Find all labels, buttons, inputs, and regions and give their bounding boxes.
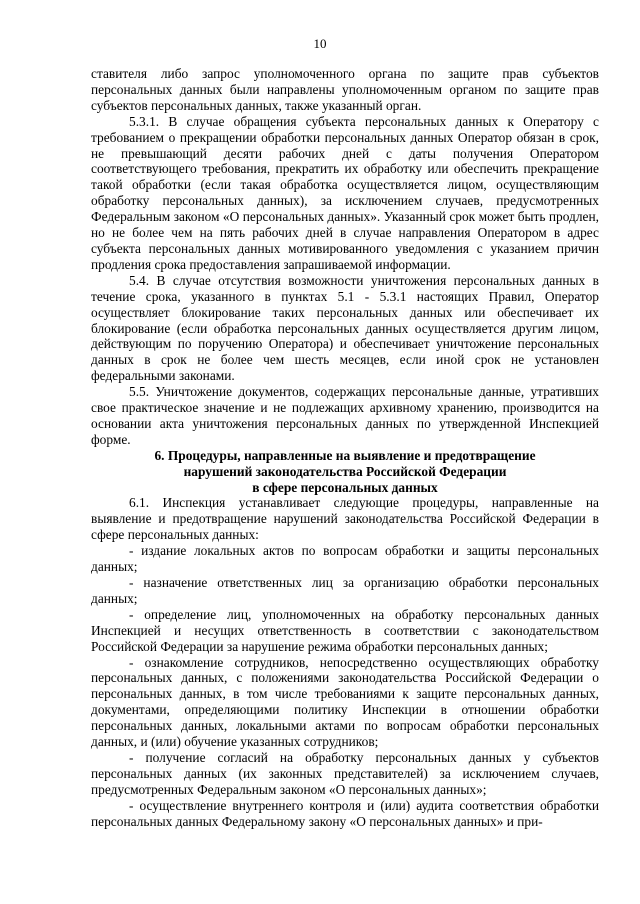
list-item-consent: - получение согласий на обработку персональных данных у субъектов персональных данных (их законных представителей) за исключением случаев, предусмотренных Федеральным законом «О персональных данных»; (91, 749, 599, 797)
document-body (91, 66, 599, 830)
list-item-responsible-persons: - назначение ответственных лиц за организацию обработки персональных данных; (91, 575, 599, 606)
section-heading-line-2: нарушений законодательства Российской Федерации (183, 463, 507, 479)
paragraph-continuation: ставителя либо запрос уполномоченного органа по защите прав субъектов персональных данных были направлены уполномоченным органом по защите прав субъектов персональных данных, также указанный орган. (91, 66, 599, 113)
paragraph-5-4: 5.4. В случае отсутствия возможности уничтожения персональных данных в течение срока, указанного в пунктах 5.1 - 5.3.1 настоящих Правил, Оператор осуществляет блокирование таких персональных данных или обеспечивает их блокирование (если обработка персональных данных осуществляется другим лицом, действующим по поручению Оператора) и обеспечивает уничтожение персональных данных в срок не более чем шесть месяцев, если иной срок не установлен федеральными законами. (91, 272, 599, 384)
list-item-staff-familiarization: - ознакомление сотрудников, непосредственно осуществляющих обработку персональных данных, с положениями законодательства Российской Федерации о персональных данных, в том числе требованиями к защите персональных данных, документами, определяющими политику Инспекции в отношении обработки персональных данных, локальными актами по вопросам обработки персональных данных, и (или) обучение указанных сотрудников; (91, 654, 599, 750)
paragraph-6-1: 6.1. Инспекция устанавливает следующие процедуры, направленные на выявление и предотвращение нарушений законодательства Российской Федерации в сфере персональных данных: (91, 495, 599, 543)
section-heading-line-3: в сфере персональных данных (252, 479, 438, 495)
list-item-local-acts: - издание локальных актов по вопросам обработки и защиты персональных данных; (91, 543, 599, 575)
section-heading (91, 448, 599, 496)
page-number: 10 (313, 36, 327, 51)
list-item-internal-control: - осуществление внутреннего контроля и (или) аудита соответствия обработки персональных данных Федеральному закону «О персональных данных» и при- (91, 797, 599, 829)
paragraph-5-5: 5.5. Уничтожение документов, содержащих персональные данные, утративших свое практическое значение и не подлежащих архивному хранению, производится на основании акта уничтожения персональных данных по утвержденной Инспекцией форме. (91, 384, 599, 447)
paragraph-5-3-1: 5.3.1. В случае обращения субъекта персональных данных к Оператору с требованием о прекращении обработки персональных данных Оператор обязан в срок, не превышающий десяти рабочих дней с даты получения Оператором соответствующего требования, прекратить их обработку или обеспечить прекращение такой обработки (если такая обработка осуществляется лицом, осуществляющим обработку персональных данных), за исключением случаев, предусмотренных Федеральным законом «О персональных данных». Указанный срок может быть продлен, но не более чем на пять рабочих дней в случае направления Оператором в адрес субъекта персональных данных мотивированного уведомления с указанием причин продления срока предоставления запрашиваемой информации. (91, 113, 599, 272)
list-item-authorized-persons: - определение лиц, уполномоченных на обработку персональных данных Инспекцией и несущих ответственность в соответствии с законодательством Российской Федерации за нарушение режима обработки персональных данных; (91, 606, 599, 654)
section-heading-line-1: 6. Процедуры, направленные на выявление и предотвращение (154, 447, 536, 463)
